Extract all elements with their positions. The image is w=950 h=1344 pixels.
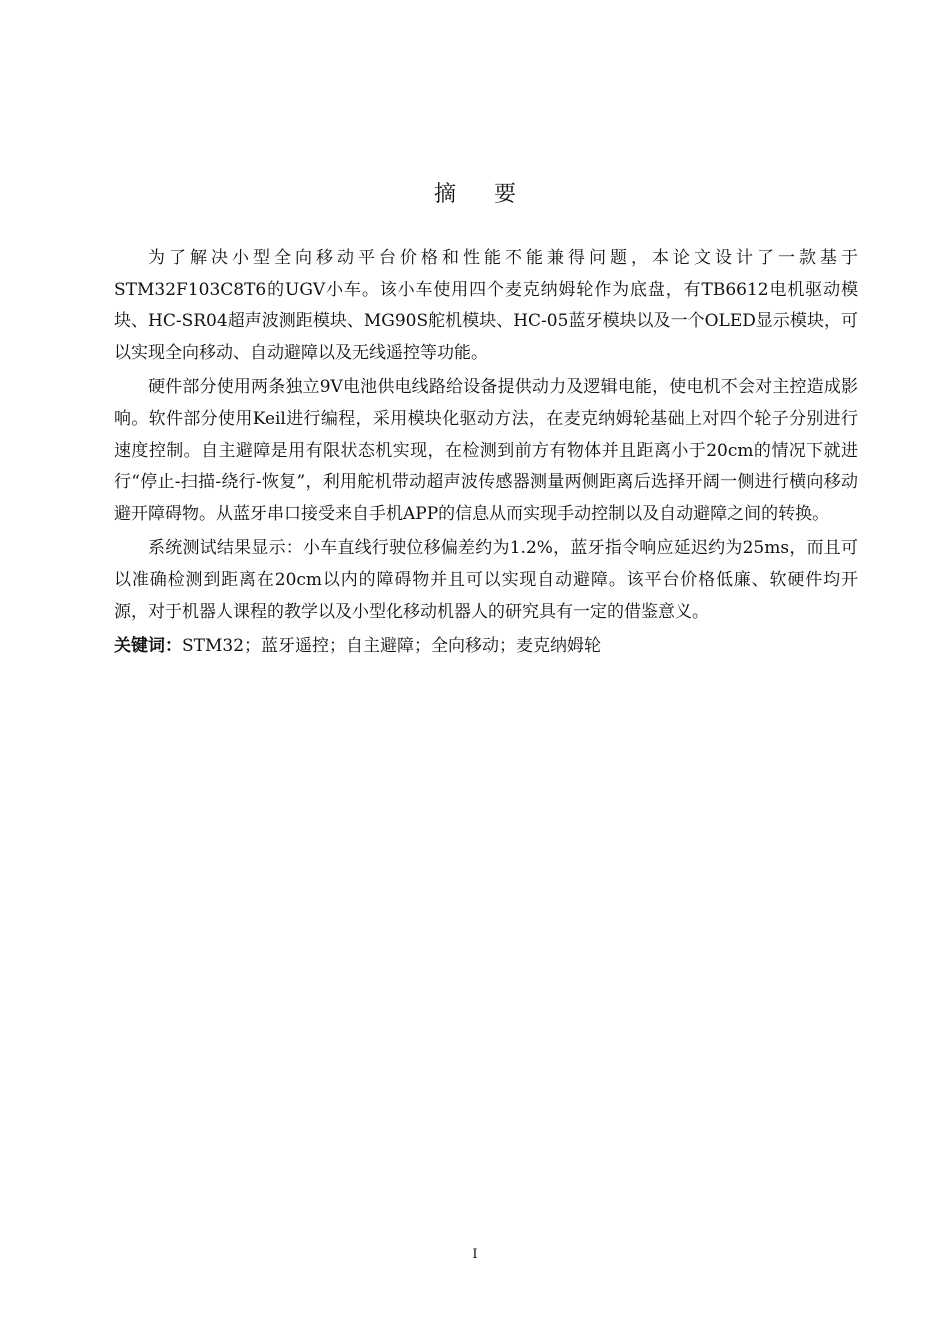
abstract-body (114, 243, 858, 663)
abstract-paragraph-2: 硬件部分使用两条独立9V电池供电线路给设备提供动力及逻辑电能，使电机不会对主控造成影响。软件部分使用Keil进行编程，采用模块化驱动方法，在麦克纳姆轮基础上对四个轮子分别进行速度控制。自主避障是用有限状态机实现，在检测到前方有物体并且距离小于20cm的情况下就进行“停止-扫描-绕行-恢复”，利用舵机带动超声波传感器测量两侧距离后选择开阔一侧进行横向移动避开障碍物。从蓝牙串口接受来自手机APP的信息从而实现手动控制以及自动避障之间的转换。 (114, 377, 858, 524)
abstract-paragraph-3: 系统测试结果显示：小车直线行驶位移偏差约为1.2%，蓝牙指令响应延迟约为25ms，而且可以准确检测到距离在20cm以内的障碍物并且可以实现自动避障。该平台价格低廉、软硬件均开源，对于机器人课程的教学以及小型化移动机器人的研究具有一定的借鉴意义。 (114, 538, 858, 622)
page-title: 摘要 (433, 182, 554, 207)
abstract-paragraph-1: 为了解决小型全向移动平台价格和性能不能兼得问题，本论文设计了一款基于STM32F103C8T6的UGV小车。该小车使用四个麦克纳姆轮作为底盘，有TB6612电机驱动模块、HC-SR04超声波测距模块、MG90S舵机模块、HC-05蓝牙模块以及一个OLED显示模块，可以实现全向移动、自动避障以及无线遥控等功能。 (114, 248, 858, 363)
keywords-label: 关键词： (114, 636, 182, 657)
keywords-line (114, 631, 858, 663)
page-number: I (472, 1247, 478, 1262)
keywords-text: STM32；蓝牙遥控；自主避障；全向移动；麦克纳姆轮 (182, 636, 602, 657)
